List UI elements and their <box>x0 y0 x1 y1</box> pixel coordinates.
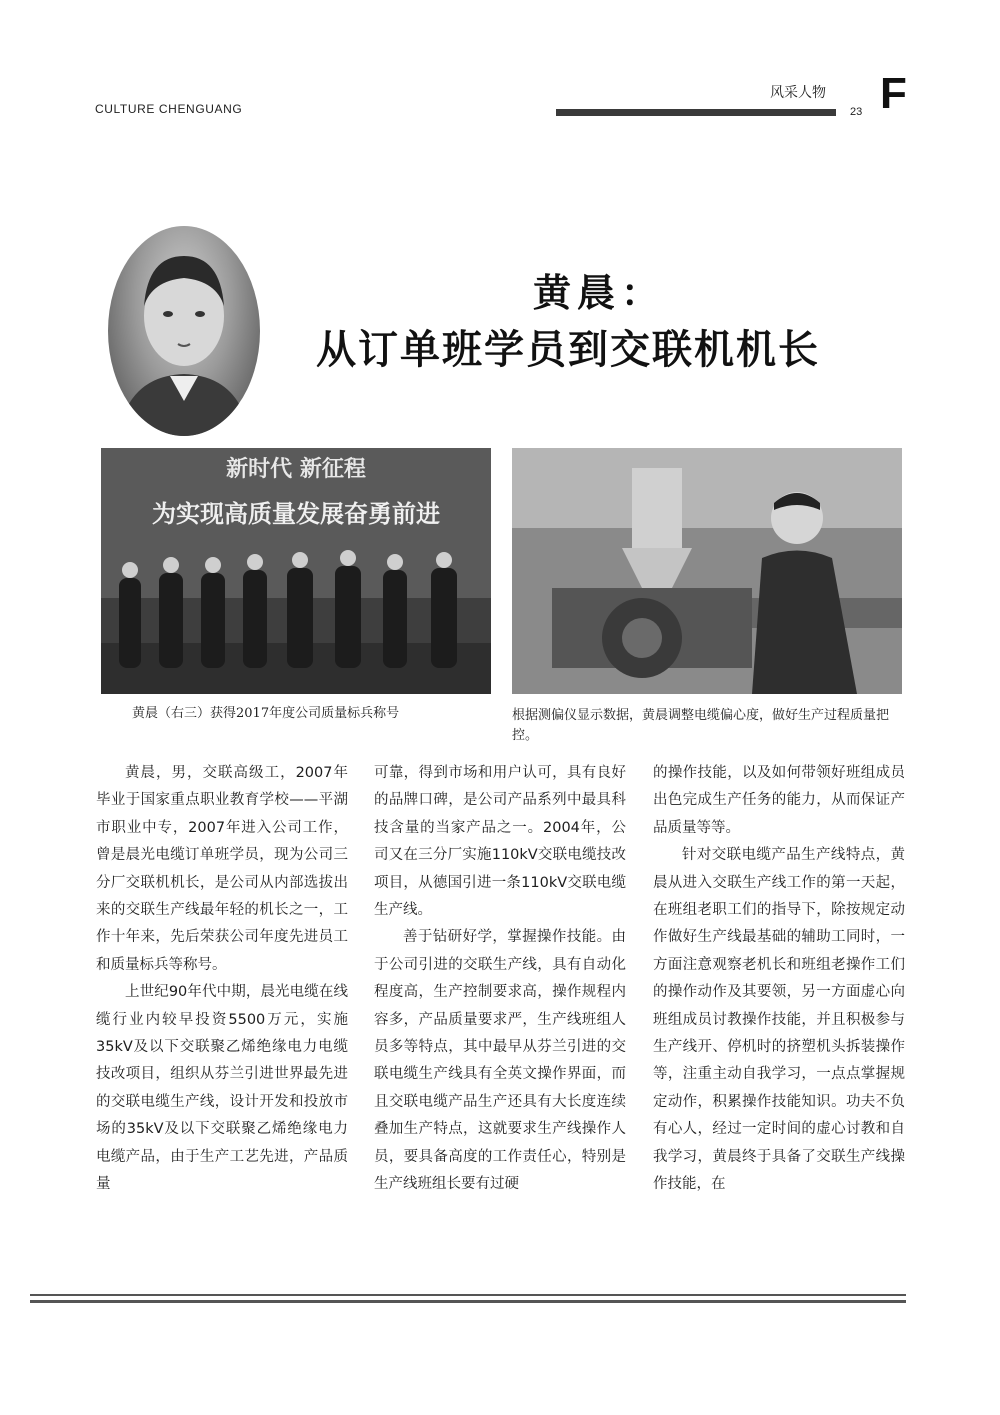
paragraph: 善于钻研好学，掌握操作技能。由于公司引进的交联生产线，具有自动化程度高，生产控制要求高，操作规程内容多，产品质量要求严，生产线班组人员多等特点，其中最早从芬兰引进的交联电缆生产线具有全英文操作界面，而且交联电缆产品生产还具有大长度连续叠加生产特点，这就要求生产线操作人员，要具备高度的工作责任心，特别是生产线班组长要有过硬 <box>374 929 626 1193</box>
article-column-1 <box>96 760 348 1199</box>
footer-rule-thick <box>30 1300 906 1303</box>
paragraph: 黄晨，男，交联高级工，2007年毕业于国家重点职业教育学校——平湖市职业中专，2007年进入公司工作，曾是晨光电缆订单班学员，现为公司三分厂交联机机长，是公司从内部选拔出来的交联生产线最年轻的机长之一，工作十年来，先后荣获公司年度先进员工和质量标兵等称号。 <box>96 765 348 973</box>
portrait-illustration <box>108 226 260 436</box>
photo-caption-left: 黄晨（右三）获得2017年度公司质量标兵称号 <box>132 706 400 721</box>
publication-name: CULTURE CHENGUANG <box>95 102 243 116</box>
article-title-subtitle: 从订单班学员到交联机机长 <box>316 326 820 373</box>
article-column-2 <box>374 760 626 1199</box>
production-line-photo <box>512 448 902 694</box>
section-letter: F <box>880 69 907 118</box>
article-column-3 <box>653 760 905 1199</box>
article-title-name: 黄晨： <box>533 270 666 315</box>
banner-line-1: 新时代 新征程 <box>226 456 366 482</box>
photo-caption-right: 根据测偏仪显示数据，黄晨调整电缆偏心度，做好生产过程质量把控。 <box>512 708 890 743</box>
production-line-illustration <box>512 448 902 694</box>
paragraph: 针对交联电缆产品生产线特点，黄晨从进入交联生产线工作的第一天起，在班组老职工们的指导下，除按规定动作做好生产线最基础的辅助工同时，一方面注意观察老机长和班组老操作工们的操作动作及其要领，另一方面虚心向班组成员讨教操作技能，并且积极参与生产线开、停机时的挤塑机头拆装操作等，注重主动自我学习，一点点掌握规定动作，积累操作技能知识。功夫不负有心人，经过一定时间的虚心讨教和自我学习，黄晨终于具备了交联生产线操作技能，在 <box>653 847 905 1193</box>
paragraph: 的操作技能，以及如何带领好班组成员出色完成生产任务的能力，从而保证产品质量等等。 <box>653 765 905 836</box>
portrait-photo <box>108 226 260 436</box>
page-number: 23 <box>850 106 863 118</box>
section-name: 风采人物 <box>770 85 826 101</box>
footer-rule-thin <box>30 1294 906 1296</box>
award-ceremony-photo <box>101 448 491 694</box>
paragraph: 可靠，得到市场和用户认可，具有良好的品牌口碑，是公司产品系列中最具科技含量的当家产品之一。2004年，公司又在三分厂实施110kV交联电缆技改项目，从德国引进一条110kV交联电缆生产线。 <box>374 765 626 919</box>
header-rule <box>556 109 836 116</box>
banner-line-2: 为实现高质量发展奋勇前进 <box>152 499 440 528</box>
paragraph: 上世纪90年代中期，晨光电缆在线缆行业内较早投资5500万元，实施35kV及以下交联聚乙烯绝缘电力电缆技改项目，组织从芬兰引进世界最先进的交联电缆生产线，设计开发和投放市场的35kV及以下交联聚乙烯绝缘电力电缆产品，由于生产工艺先进，产品质量 <box>96 984 348 1193</box>
award-ceremony-illustration <box>101 448 491 694</box>
